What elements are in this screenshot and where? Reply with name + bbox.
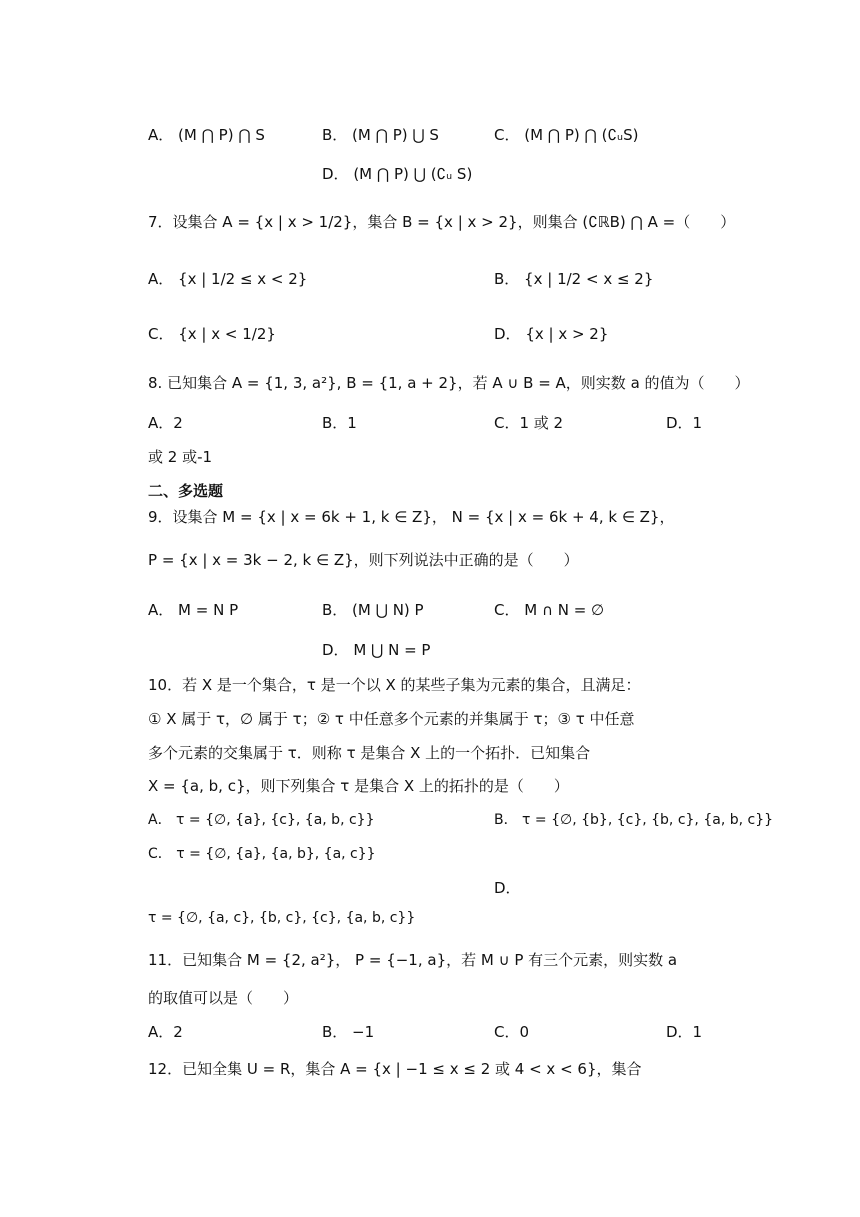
q10-line2: ① X 属于 τ，∅ 属于 τ；② τ 中任意多个元素的并集属于 τ；③ τ 中任意 [148, 710, 635, 728]
section-heading-multiple-choice: 二、多选题 [148, 482, 224, 500]
q6-option-a: A． (M ⋂ P) ⋂ S [148, 126, 265, 144]
q7-option-d: D． {x | x > 2} [494, 325, 609, 343]
q8-option-c: C．1 或 2 [494, 414, 564, 432]
q9-stem-line2: P = {x | x = 3k − 2, k ∈ Z}，则下列说法中正确的是（ ） [148, 551, 579, 569]
q6-option-b: B． (M ⋂ P) ⋃ S [322, 126, 439, 144]
q10-line1: 10．若 X 是一个集合，τ 是一个以 X 的某些子集为元素的集合，且满足： [148, 676, 641, 694]
q11-option-c: C．0 [494, 1023, 530, 1041]
q8-option-d-continued: 或 2 或-1 [148, 448, 213, 466]
q9-option-b: B． (M ⋃ N) P [322, 601, 424, 619]
q11-option-a: A．2 [148, 1023, 183, 1041]
q8-stem: 8. 已知集合 A = {1, 3, a²}, B = {1, a + 2}，若 A ∪ B = A，则实数 a 的值为（ ） [148, 374, 750, 392]
q7-option-c: C． {x | x < 1/2} [148, 325, 276, 343]
q9-option-a: A． M = N P [148, 601, 239, 619]
q10-option-c: C． τ = {∅, {a}, {a, b}, {a, c}} [148, 846, 376, 862]
q7-option-a: A． {x | 1/2 ≤ x < 2} [148, 270, 308, 288]
q9-option-d: D． M ⋃ N = P [322, 641, 431, 659]
q10-line4: X = {a, b, c}，则下列集合 τ 是集合 X 上的拓扑的是（ ） [148, 777, 569, 795]
q10-option-b: B． τ = {∅, {b}, {c}, {b, c}, {a, b, c}} [494, 812, 774, 828]
q10-option-d: τ = {∅, {a, c}, {b, c}, {c}, {a, b, c}} [148, 910, 416, 926]
q9-stem-line1: 9．设集合 M = {x | x = 6k + 1, k ∈ Z}， N = {x | x = 6k + 4, k ∈ Z}， [148, 508, 675, 526]
q8-option-a: A．2 [148, 414, 183, 432]
q7-option-b: B． {x | 1/2 < x ≤ 2} [494, 270, 654, 288]
q8-option-b: B．1 [322, 414, 357, 432]
q10-option-d-label: D． [494, 879, 521, 897]
q12-stem: 12．已知全集 U = R，集合 A = {x | −1 ≤ x ≤ 2 或 4 < x < 6}，集合 [148, 1060, 642, 1078]
q10-option-a: A． τ = {∅, {a}, {c}, {a, b, c}} [148, 812, 375, 828]
q9-option-c: C． M ∩ N = ∅ [494, 601, 605, 619]
q11-stem-line1: 11．已知集合 M = {2, a²}， P = {−1, a}，若 M ∪ P 有三个元素，则实数 a [148, 951, 678, 969]
q10-line3: 多个元素的交集属于 τ．则称 τ 是集合 X 上的一个拓扑．已知集合 [148, 744, 591, 762]
q7-stem: 7．设集合 A = {x | x > 1/2}，集合 B = {x | x > 2}，则集合 (∁ℝB) ⋂ A =（ ） [148, 213, 736, 231]
q8-option-d: D．1 [666, 414, 703, 432]
q6-option-d: D． (M ⋂ P) ⋃ (∁ᵤ S) [322, 165, 473, 183]
q11-option-d: D．1 [666, 1023, 703, 1041]
q6-option-c: C． (M ⋂ P) ⋂ (∁ᵤS) [494, 126, 639, 144]
q11-stem-line2: 的取值可以是（ ） [148, 989, 299, 1007]
q11-option-b: B． −1 [322, 1023, 375, 1041]
